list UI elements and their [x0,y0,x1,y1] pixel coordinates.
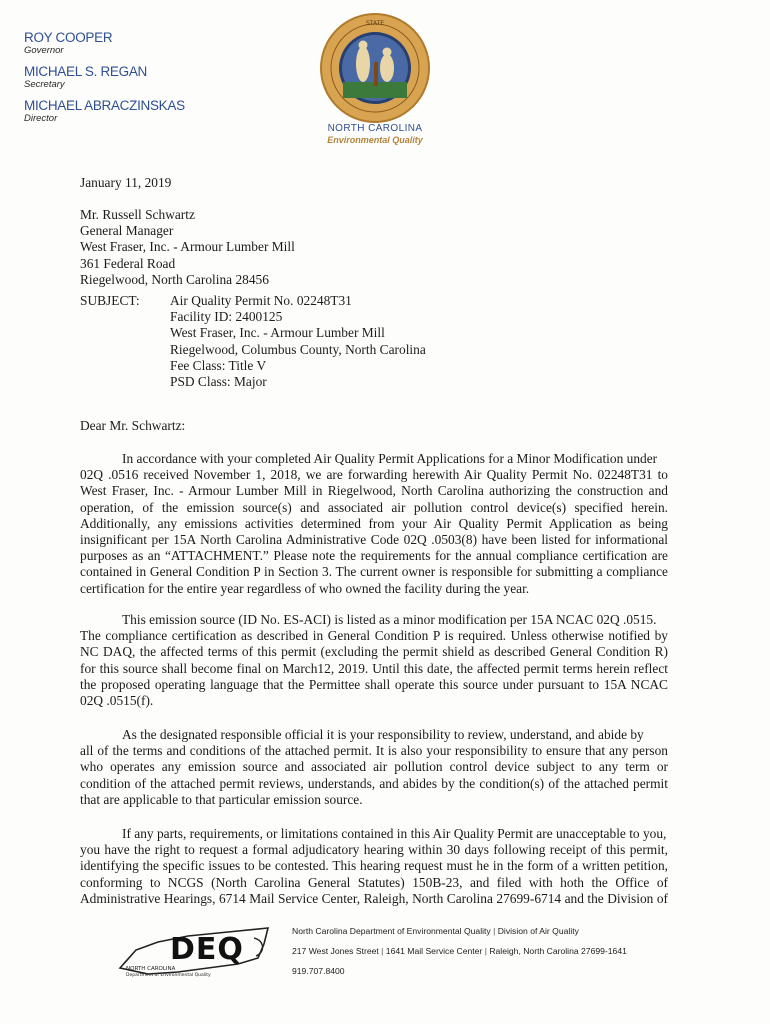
secretary-block [24,64,147,90]
director-title: Director [24,113,58,124]
svg-text:STATE: STATE [365,20,385,27]
footer-org-b: Division of Air Quality [497,926,579,936]
paragraph-line: 02Q .0516 received November 1, 2018, we are forwarding herewith Air Quality Permit No. 02248T31 to [80,467,668,483]
paragraph-line: insignificant per 15A North Carolina Administrative Code 02Q .0503(8) have been listed for informational [80,532,668,548]
paragraph-line: West Fraser, Inc. - Armour Lumber Mill in Riegelwood, North Carolina authorizing the construction and [80,483,668,499]
paragraph-line: contained in General Condition P in Section 3. The current owner is responsible for submitting a compliance [80,564,668,580]
director-block [24,98,185,124]
governor-name: ROY COOPER [24,30,113,45]
letter-date: January 11, 2019 [80,175,172,190]
subject-label: SUBJECT: [80,293,140,308]
recipient-city: Riegelwood, North Carolina 28456 [80,271,269,287]
footer-org-line [292,926,579,936]
paragraph-line: Additionally, any emissions activities determined from your Air Quality Permit Application as being [80,515,668,531]
subject-line: PSD Class: Major [170,374,267,390]
paragraph-line: purposes as an “ATTACHMENT.” Please note the requirements for the annual compliance certification are [80,548,668,564]
paragraph-line: Administrative Hearings, 6714 Mail Service Center, Raleigh, North Carolina 27699-6714 and the Division of [80,890,668,906]
subject-block [170,293,426,390]
paragraph-line: As the designated responsible official it is your responsibility to review, understand, and abide by [122,727,644,742]
paragraph-line: If any parts, requirements, or limitations contained in this Air Quality Permit are unacceptable to you, [122,826,667,841]
state-seal-icon [319,12,431,124]
deq-logo-caption-1: NORTH CAROLINA [126,966,176,972]
subject-line: Air Quality Permit No. 02248T31 [170,293,352,308]
paragraph-line: certification for the entire year regardless of who owned the facility during the year. [80,580,530,596]
footer-org-a: North Carolina Department of Environmental Quality [292,926,491,936]
footer-separator: | [381,946,384,956]
paragraph-line: This emission source (ID No. ES-ACI) is listed as a minor modification per 15A NCAC 02Q .0515. [122,612,657,627]
subject-line: Riegelwood, Columbus County, North Carolina [170,341,426,357]
secretary-name: MICHAEL S. REGAN [24,64,147,79]
paragraph-line: conforming to NCGS (North Carolina General Statutes) 150B-23, and filed with hoth the Office of [80,874,668,890]
salutation: Dear Mr. Schwartz: [80,418,186,433]
deq-logo-caption-2: Department of Environmental Quality [126,973,211,978]
subject-line: Fee Class: Title V [170,357,267,373]
paragraph-line: you have the right to request a formal adjudicatory hearing within 30 days following receipt of this permit, [80,842,668,858]
paragraph-line: all of the terms and conditions of the attached permit. It is also your responsibility to ensure that any person [80,743,668,759]
paragraph-line: NC DAQ, the affected terms of this permit (excluding the permit shield as described General Condition R) [80,644,668,660]
deq-logo-icon [118,918,273,980]
footer-address-line [292,946,627,956]
paragraph-line: The compliance certification as described in General Condition P is required. Unless otherwise notified by [80,628,668,644]
footer-phone: 919.707.8400 [292,966,345,976]
footer-separator: | [484,946,487,956]
director-name: MICHAEL ABRACZINSKAS [24,98,185,113]
agency-name: NORTH CAROLINA [327,123,423,134]
paragraph-line: identifying the specific issues to be contested. This hearing request must he in the form of a written petition, [80,858,668,874]
paragraph-line: who operates any emission source and associated air pollution control device subject to any term or [80,759,668,775]
governor-block [24,30,112,56]
recipient-title: General Manager [80,223,174,239]
paragraph-line: In accordance with your completed Air Quality Permit Applications for a Minor Modification under [122,451,658,466]
paragraph-4 [80,826,668,907]
footer-separator: | [493,926,496,936]
subject-line: Facility ID: 2400125 [170,309,283,325]
paragraph-1 [80,451,668,597]
footer-address-a: 217 West Jones Street [292,946,379,956]
paragraph-line: for this source shall become final on March12, 2019. Until this date, the affected permit terms herein reflect [80,660,668,676]
paragraph-line: operation, of the emission source(s) and associated air pollution control device(s) specified herein. [80,499,668,515]
paragraph-3 [80,727,668,808]
agency-subtitle: Environmental Quality [327,135,423,145]
recipient-company: West Fraser, Inc. - Armour Lumber Mill [80,239,295,255]
paragraph-line: 02Q .0515(f). [80,693,154,709]
recipient-street: 361 Federal Road [80,255,176,271]
footer-address-c: Raleigh, North Carolina 27699-1641 [489,946,627,956]
paragraph-line: the proposed operating language that the Permittee shall operate this source under pursuant to 15A NCAC [80,676,668,692]
paragraph-2 [80,612,668,709]
paragraph-line: condition of the attached permit reviews, understands, and abides by the condition(s) of the attached permit [80,775,668,791]
deq-logo-text: DEQ [170,932,244,967]
secretary-title: Secretary [24,79,65,90]
footer-address-b: 1641 Mail Service Center [385,946,483,956]
recipient-address [80,207,668,288]
recipient-name: Mr. Russell Schwartz [80,207,195,222]
subject-line: West Fraser, Inc. - Armour Lumber Mill [170,325,385,341]
paragraph-line: that are applicable to that particular emission source. [80,791,363,807]
governor-title: Governor [24,45,64,56]
